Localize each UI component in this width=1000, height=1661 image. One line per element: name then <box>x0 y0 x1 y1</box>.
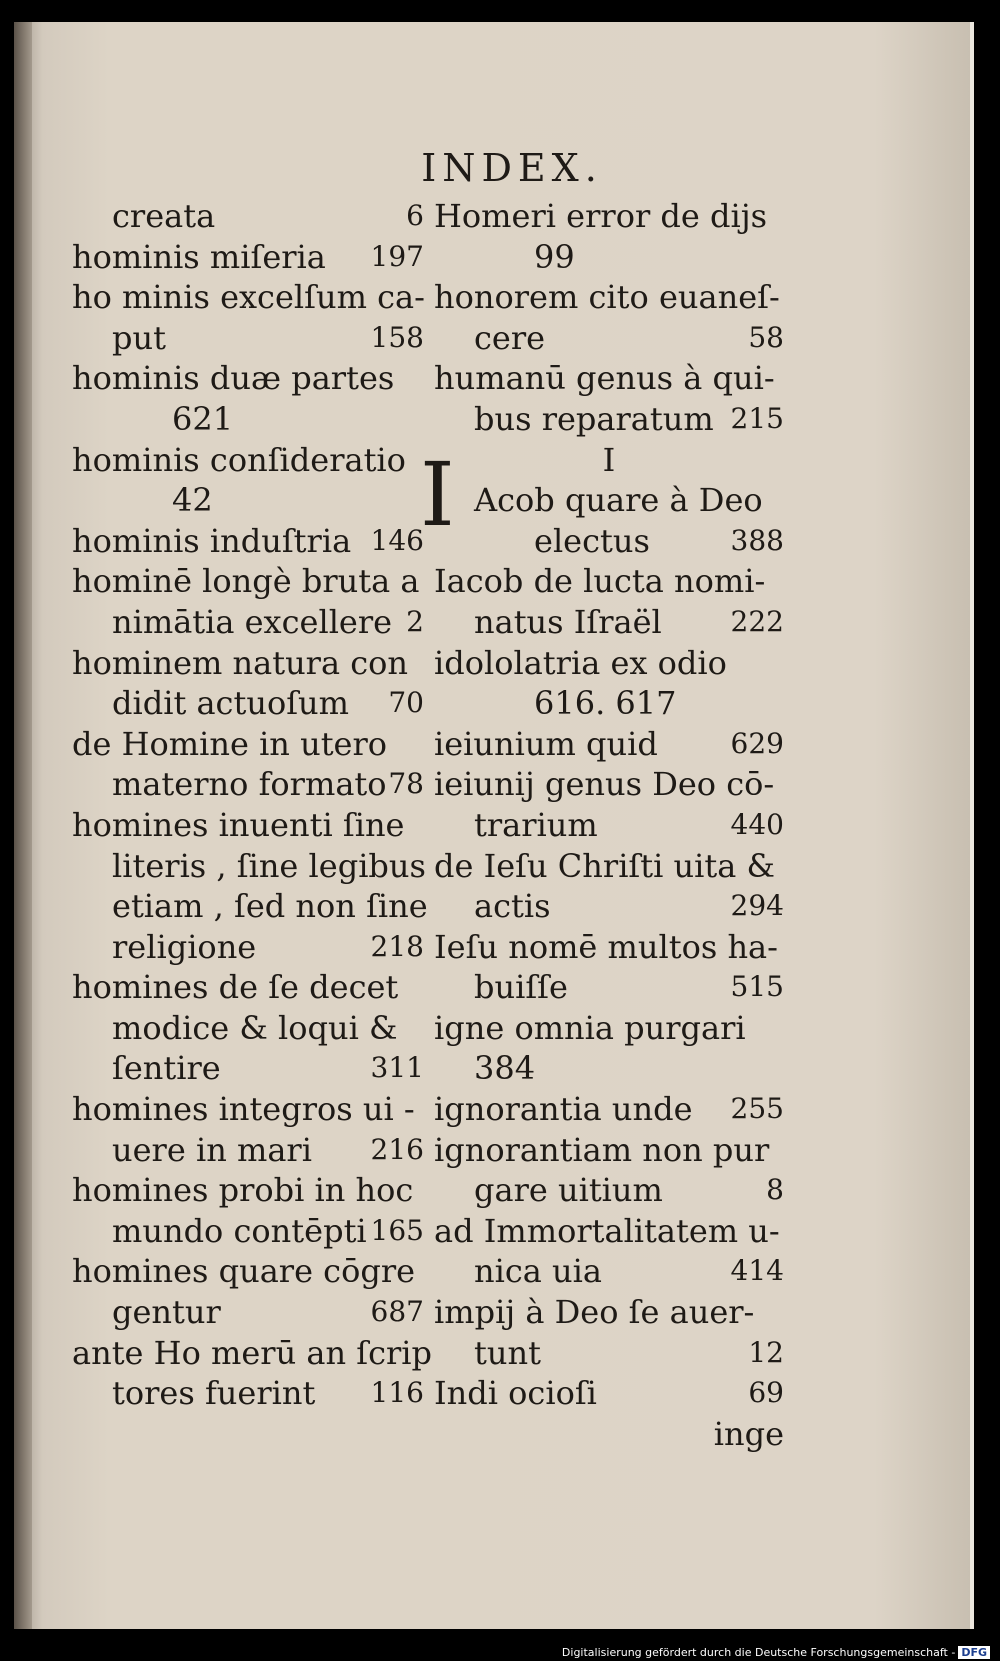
index-entry <box>72 724 424 765</box>
index-column-right <box>434 196 784 1454</box>
entry-text: hominē longè bruta a <box>72 562 420 601</box>
entry-text: homines de ſe decet <box>72 968 399 1007</box>
index-entry <box>434 846 784 887</box>
index-entry <box>72 196 424 237</box>
entry-page-number: 515 <box>730 970 784 1004</box>
index-entry <box>72 846 424 887</box>
entry-text: mundo contēpti <box>112 1211 367 1250</box>
index-entry <box>72 277 424 318</box>
entry-page-number: 69 <box>748 1376 784 1410</box>
entry-text: inge <box>713 1414 784 1453</box>
entry-page-number: 165 <box>370 1213 424 1247</box>
entry-page-number: 215 <box>730 401 784 435</box>
entry-text: 42 <box>172 481 213 520</box>
entry-text: Indi ocioſi <box>434 1374 597 1413</box>
entry-page-number: 222 <box>730 604 784 638</box>
index-entry <box>434 1373 784 1414</box>
entry-text: 99 <box>534 237 575 276</box>
entry-text: nica uia <box>474 1252 602 1291</box>
entry-text: ieiunij genus Deo cō- <box>434 765 775 804</box>
entry-text: bus reparatum <box>474 399 714 438</box>
entry-page-number: 12 <box>748 1335 784 1369</box>
entry-page-number: 216 <box>370 1132 424 1166</box>
entry-page-number: 414 <box>730 1254 784 1288</box>
entry-text: hominis induſtria <box>72 521 352 560</box>
index-entry <box>434 318 784 359</box>
index-entry <box>434 602 784 643</box>
index-entry <box>434 277 784 318</box>
drop-capital: I <box>420 443 455 546</box>
entry-text: natus Iſraël <box>474 602 662 641</box>
book-page <box>14 22 974 1629</box>
entry-text: 384 <box>474 1049 536 1088</box>
entry-text: modice & loqui & <box>112 1008 398 1047</box>
index-entry <box>72 521 424 562</box>
index-entry <box>72 927 424 968</box>
entry-page-number: 78 <box>388 767 424 801</box>
index-entry <box>72 440 424 481</box>
entry-page-number: 146 <box>370 523 424 557</box>
entry-text: ignorantia unde <box>434 1090 693 1129</box>
index-entry <box>72 399 424 440</box>
entry-text: hominis duæ partes <box>72 359 395 398</box>
entry-text: actis <box>474 887 551 926</box>
index-entry <box>434 927 784 968</box>
index-entry <box>434 805 784 846</box>
index-entry <box>434 886 784 927</box>
index-entry <box>434 1170 784 1211</box>
index-entry <box>72 1211 424 1252</box>
entry-text: uere in mari <box>112 1130 312 1169</box>
credit-text: Digitalisierung gefördert durch die Deutsche Forschungsgemeinschaft - <box>561 1646 956 1659</box>
index-entry <box>72 1048 424 1089</box>
entry-text: Iacob de lucta nomi- <box>434 562 766 601</box>
entry-text: tores fuerint <box>112 1374 316 1413</box>
entry-page-number: 6 <box>406 199 424 232</box>
entry-text: electus <box>534 521 650 560</box>
index-entry <box>434 399 784 440</box>
entry-text: hominem natura con <box>72 643 409 682</box>
index-entry <box>434 724 784 765</box>
entry-text: buiſſe <box>474 968 568 1007</box>
index-entry <box>434 1333 784 1374</box>
index-entry <box>434 764 784 805</box>
index-entry <box>72 1373 424 1414</box>
entry-text: I <box>602 440 616 479</box>
entry-text: ignorantiam non pur <box>434 1130 770 1169</box>
index-entry <box>434 440 784 481</box>
index-entry <box>434 1414 784 1455</box>
index-entry <box>434 1008 784 1049</box>
index-entry <box>72 1333 432 1374</box>
entry-text: ante Ho merū an ſcrip <box>72 1333 432 1372</box>
entry-page-number: 116 <box>370 1376 424 1410</box>
entry-page-number: 218 <box>370 929 424 963</box>
entry-text: literis , ſine legibus <box>112 846 426 885</box>
page-heading: INDEX. <box>421 146 603 190</box>
entry-page-number: 255 <box>730 1092 784 1126</box>
index-entry <box>72 764 424 805</box>
index-entry <box>434 643 784 684</box>
index-entry <box>434 1048 784 1089</box>
index-entry <box>434 480 784 521</box>
index-entry <box>72 967 424 1008</box>
entry-text: gare uitium <box>474 1171 663 1210</box>
entry-text: ho minis excelſum ca- <box>72 278 425 317</box>
entry-text: 616. 617 <box>534 684 677 723</box>
index-entry <box>72 358 424 399</box>
index-entry <box>72 886 428 927</box>
entry-page-number: 70 <box>388 686 424 720</box>
entry-text: de Homine in utero <box>72 724 388 763</box>
entry-text: humanū genus à qui- <box>434 359 775 398</box>
entry-text: gentur <box>112 1293 221 1332</box>
entry-text: hominis miſeria <box>72 237 326 276</box>
entry-text: ieiunium quid <box>434 724 658 763</box>
entry-page-number: 311 <box>370 1051 424 1085</box>
index-column-left <box>72 196 432 1414</box>
index-entry <box>72 1251 424 1292</box>
entry-text: homines probi in hoc <box>72 1171 414 1210</box>
index-entry <box>434 1089 784 1130</box>
entry-text: homines quare cōgre <box>72 1252 416 1291</box>
index-entry <box>72 1170 424 1211</box>
index-entry <box>434 1292 784 1333</box>
entry-page-number: 197 <box>370 239 424 273</box>
entry-page-number: 2 <box>406 604 424 638</box>
index-entry <box>434 237 784 278</box>
entry-text: impij à Deo ſe auer- <box>434 1293 755 1332</box>
entry-text: ad Immortalitatem u- <box>434 1211 780 1250</box>
entry-page-number: 294 <box>730 889 784 923</box>
entry-text: trarium <box>474 805 598 844</box>
index-entry <box>434 1211 784 1252</box>
entry-page-number: 687 <box>370 1295 424 1329</box>
entry-text: Acob quare à Deo <box>474 481 763 520</box>
index-entry <box>72 237 424 278</box>
entry-text: homines inuenti ſine <box>72 805 405 844</box>
index-entry <box>434 967 784 1008</box>
entry-text: etiam , ſed non ſine <box>112 887 428 926</box>
entry-text: ſentire <box>112 1049 221 1088</box>
index-entry <box>72 643 424 684</box>
entry-text: Homeri error de dijs <box>434 197 768 235</box>
entry-text: honorem cito euaneſ- <box>434 278 780 317</box>
entry-text: igne omnia purgari <box>434 1008 746 1047</box>
index-entry <box>72 1292 424 1333</box>
dfg-logo: DFG <box>958 1646 990 1659</box>
index-entry <box>72 602 424 643</box>
entry-page-number: 158 <box>370 320 424 354</box>
entry-text: hominis conſideratio <box>72 440 406 479</box>
index-entry <box>72 318 424 359</box>
entry-text: Ieſu nomē multos ha- <box>434 927 778 966</box>
entry-page-number: 388 <box>730 523 784 557</box>
entry-text: idololatria ex odio <box>434 643 727 682</box>
entry-page-number: 629 <box>730 726 784 760</box>
entry-text: de Ieſu Chriſti uita & <box>434 846 775 885</box>
index-entry <box>72 1008 424 1049</box>
index-entry <box>434 521 784 562</box>
index-entry <box>434 1130 784 1171</box>
entry-text: cere <box>474 318 546 357</box>
entry-text: materno formato <box>112 765 387 804</box>
index-entry <box>434 358 784 399</box>
index-entry <box>72 683 424 724</box>
entry-text: creata <box>112 197 216 235</box>
index-entry <box>434 561 784 602</box>
index-entry <box>434 196 784 237</box>
entry-page-number: 8 <box>766 1173 784 1207</box>
entry-text: religione <box>112 927 257 966</box>
entry-text: put <box>112 318 166 357</box>
entry-text: homines integros ui - <box>72 1090 415 1129</box>
index-entry <box>72 1089 424 1130</box>
index-entry <box>72 805 424 846</box>
entry-text: 621 <box>172 399 234 438</box>
entry-page-number: 440 <box>730 807 784 841</box>
entry-text: nimātia excellere <box>112 602 393 641</box>
index-entry <box>434 683 784 724</box>
entry-text: tunt <box>474 1333 541 1372</box>
index-entry <box>72 561 424 602</box>
index-entry <box>72 1130 424 1171</box>
digitization-credit <box>562 1646 990 1659</box>
entry-page-number: 58 <box>748 320 784 354</box>
entry-text: didit actuoſum <box>112 684 349 723</box>
index-entry <box>72 480 424 521</box>
index-entry <box>434 1251 784 1292</box>
